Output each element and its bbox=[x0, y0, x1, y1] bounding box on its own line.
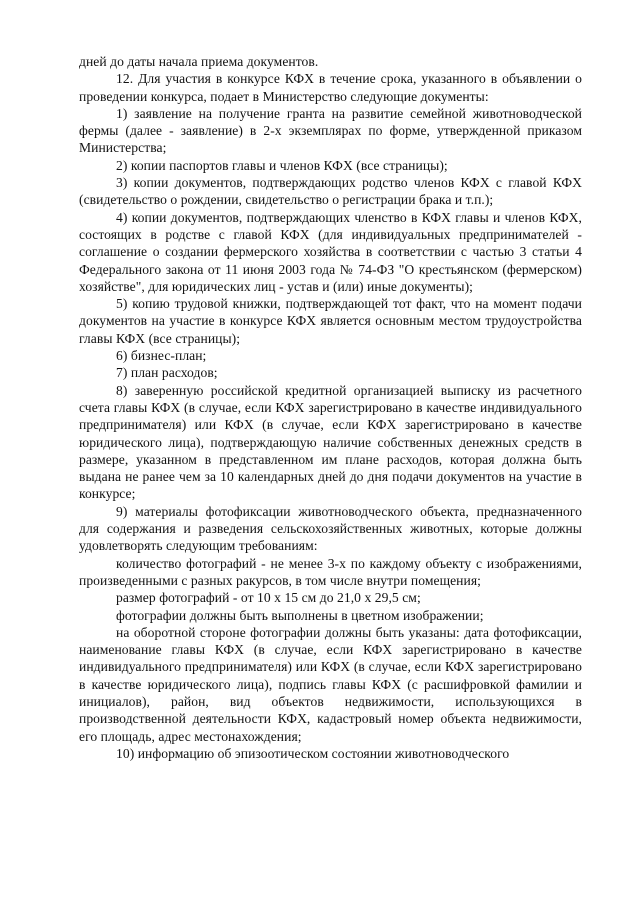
list-item-10: 10) информацию об эпизоотическом состоянии животноводческого bbox=[116, 745, 510, 761]
photo-requirement-back-side: на оборотной стороне фотографии должны быть указаны: дата фотофиксации, наименование главы КФХ (в случае, если КФХ зарегистрировано в качестве индивидуального предпринимателя) или КФХ (в случае, если КФХ зарегистрировано в качестве юридического лица), подпись главы КФХ (с расшифровкой фамилии и инициалов), район, вид объектов недвижимости, использующихся в производственной деятельности КФХ, кадастровый номер объекта недвижимости, его площадь, адрес местонахождения; bbox=[79, 624, 582, 744]
photo-requirement-color: фотографии должны быть выполнены в цветном изображении; bbox=[116, 607, 484, 623]
list-item-1: 1) заявление на получение гранта на развитие семейной животноводческой фермы (далее - заявление) в 2-х экземплярах по форме, утвержденной приказом Министерства; bbox=[79, 105, 582, 156]
list-item-4: 4) копии документов, подтверждающих членство в КФХ главы и членов КФХ, состоящих в родстве с главой КФХ (для индивидуальных предпринимателей - соглашение о создании фермерского хозяйства в соответствии с частью 3 статьи 4 Федерального закона от 11 июня 2003 года № 74-ФЗ "О крестьянском (фермерском) хозяйстве", для юридических лиц - устав и (или) иные документы); bbox=[79, 209, 582, 294]
list-item-5: 5) копию трудовой книжки, подтверждающей тот факт, что на момент подачи документов на участие в конкурсе КФХ является основным местом трудоустройства главы КФХ (все страницы); bbox=[79, 296, 582, 346]
list-item-6: 6) бизнес-план; bbox=[116, 348, 207, 364]
paragraph-continuation: дней до даты начала приема документов. bbox=[79, 54, 319, 69]
list-item-9: 9) материалы фотофиксации животноводческого объекта, предназначенного для содержания и разведения сельскохозяйственных животных, которые должны удовлетворять следующим требованиям: bbox=[79, 503, 582, 554]
photo-requirement-size: размер фотографий - от 10 x 15 см до 21,0 x 29,5 см; bbox=[116, 590, 421, 606]
list-item-3: 3) копии документов, подтверждающих родство членов КФХ с главой КФХ (свидетельство о рождении, свидетельство о регистрации брака и т.п.); bbox=[79, 175, 582, 208]
paragraph-item-12: 12. Для участия в конкурсе КФХ в течение срока, указанного в объявлении о проведении конкурса, подает в Министерство следующие документы: bbox=[79, 71, 582, 104]
photo-requirement-count: количество фотографий - не менее 3-х по каждому объекту с изображениями, произведенными с разных ракурсов, в том числе внутри помещения; bbox=[79, 555, 582, 588]
list-item-8: 8) заверенную российской кредитной организацией выписку из расчетного счета главы КФХ (в случае, если КФХ зарегистрировано в качестве индивидуального предпринимателя) или КФХ (в случае, если КФХ зарегистрировано в качестве юридического лица), подтверждающую наличие собственных денежных средств в размере, указанном в представленном им плане расходов, которая должна быть выдана не ранее чем за 10 календарных дней до дня подачи документов на участие в конкурсе; bbox=[79, 382, 582, 502]
list-item-2: 2) копии паспортов главы и членов КФХ (все страницы); bbox=[116, 157, 448, 173]
list-item-7: 7) план расходов; bbox=[116, 365, 218, 381]
